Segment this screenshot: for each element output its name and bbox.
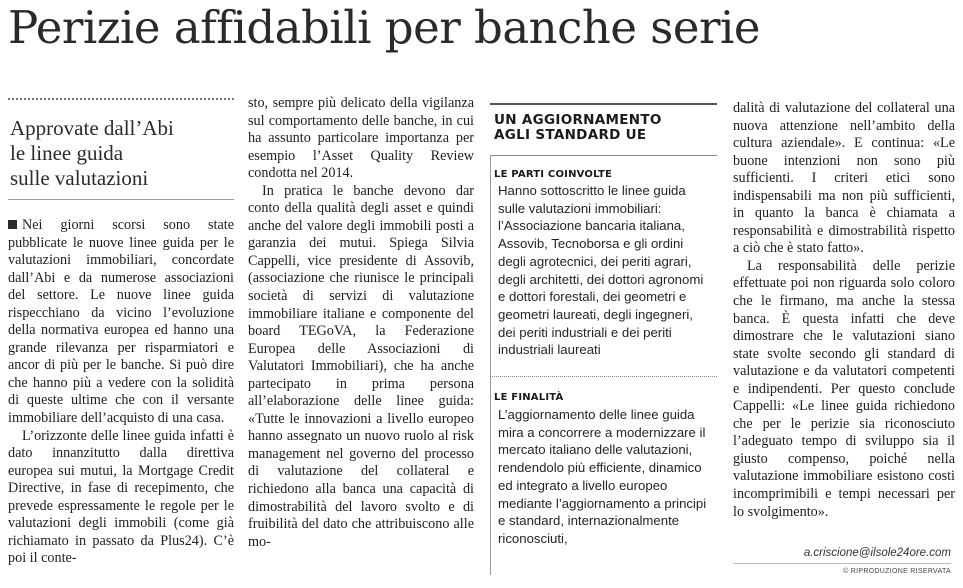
- section-text-finalita: L’aggiornamento delle linee guida mira a concorrere a modernizzare il mercato italiano delle valutazioni, rendendolo più efficiente, dinamico ed integrato a livello europeo mediante l’aggiornamento a principi e standard, internazionalmente riconosciuti,: [498, 407, 707, 546]
- paragraph: L’orizzonte delle linee guida infatti è dato innanzitutto dalla direttiva europea sui mutui, la Mortgage Credit Directive, in fase di recepimento, che prevede espressamente le regole per le valutazioni degli immobili (come già richiamato in passato da Plus24). C’è poi il conte-: [8, 427, 234, 567]
- box-title-line: UN AGGIORNAMENTO: [494, 112, 662, 128]
- box-left-border: [490, 155, 491, 575]
- section-label-parti: LE PARTI COINVOLTE: [494, 169, 613, 180]
- sidebar-box: [490, 103, 717, 573]
- paragraph-start-square-icon: [8, 220, 17, 229]
- subtitle-line: Approvate dall’Abi: [10, 116, 174, 140]
- box-divider: [490, 155, 717, 156]
- box-title: [494, 113, 716, 143]
- paragraph: sto, sempre più delicato della vigilanza sul comportamento delle banche, in cui ha assunto particolare importanza per esempio l’Asset Quality Review condotta nel 2014.: [248, 95, 474, 182]
- article-title: Perizie affidabili per banche serie: [8, 1, 761, 54]
- signature-rule: [733, 563, 951, 564]
- subtitle-bottom-rule: [8, 199, 234, 200]
- section-text-parti: Hanno sottoscritto le linee guida sulle valutazioni immobiliari: l’Associazione bancaria italiana, Assovib, Tecnoborsa e gli ordini degli agrotecnici, dei periti agrari, degli architetti, dei dottori agronomi e dottori forestali, dei geometri e geometri laureati, degli ingegneri, dei periti industriali e dei periti industriali laureati: [498, 183, 704, 358]
- article-subtitle: [10, 116, 232, 191]
- paragraph: [8, 217, 234, 428]
- paragraph: dalità di valutazione del collateral una nuova attenzione nell’ambito della cultura aziendale». E continua: «Le buone intenzioni non sono più sufficienti. I criteri etici sono indispensabili ma non più sufficienti, in quanto la banca è chiamata a responsabilità e dimostrabilità rispetto a ciò che è stato fatto».: [733, 100, 955, 257]
- article-column-4: [733, 100, 955, 521]
- box-title-line: AGLI STANDARD UE: [494, 127, 647, 143]
- paragraph: La responsabilità delle perizie effettuate poi non riguarda solo coloro che le firmano, ma anche la stessa banca. È questa infatti che deve dimostrare che le valutazioni siano state svolte secondo gli standard di valutazione e da valutatori competenti e indipendenti. Per questo conclude Cappelli: «Le linee guida richiedono che per le perizie sia riconosciuto l’adeguato tempo di sviluppo sia il giusto compenso, poiché nella valutazione immobiliare esistono costi incomprimibili e tempi necessari per lo svolgimento».: [733, 257, 955, 520]
- box-section-divider: [490, 376, 717, 377]
- section-label-finalita: LE FINALITÀ: [494, 392, 564, 403]
- box-top-rule: [490, 103, 717, 105]
- copyright-notice: © RIPRODUZIONE RISERVATA: [843, 568, 951, 575]
- subtitle-line: le linee guida: [10, 141, 124, 165]
- author-email: a.criscione@ilsole24ore.com: [803, 547, 951, 559]
- subtitle-line: sulle valutazioni: [10, 166, 149, 190]
- article-column-1: [8, 217, 234, 568]
- paragraph-text: Nei giorni scorsi sono state pubblicate le nuove linee guida per le valutazioni immobiliari, concordate dall’Abi e da numerose associazioni del settore. Le nuove linee guida rispecchiano da vicino l’evoluzione della normativa europea ed hanno una grande rilevanza per risparmiatori e ancor di più per le banche. Si può dire che hanno più a vedere con la solidità di queste ultime che con il versante immobiliare dell’acquisto di una casa.: [8, 217, 234, 427]
- paragraph: In pratica le banche devono dar conto della qualità degli asset e quindi anche del valore degli immobili posti a garanzia dei mutui. Spiega Silvia Cappelli, vice presidente di Assovib, (associazione che riunisce le principali società di servizi di valutazione immobiliare italiane e componente del board TEGoVA, la Federazione Europea delle Associazioni di Valutatori Immobiliari), che ha anche partecipato in prima persona all’elaborazione delle linee guida: «Tutte le innovazioni a livello europeo hanno assegnato un nuovo ruolo al risk management nel governo del processo di valutazione del collateral e richiedono alla banca una capacità di dimostrabilità del lavoro svolto e di fruibilità del dato che attribuiscono alle mo-: [248, 182, 474, 550]
- subtitle-top-rule: [8, 98, 234, 100]
- article-column-2: [248, 95, 474, 551]
